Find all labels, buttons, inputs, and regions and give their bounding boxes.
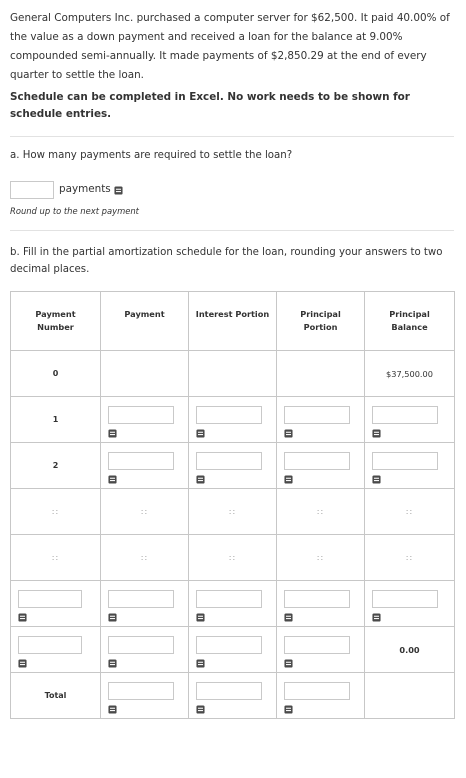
total-payment-input[interactable] xyxy=(108,682,174,700)
payment-number-input[interactable] xyxy=(18,636,82,654)
interest-input[interactable] xyxy=(196,590,262,608)
calculator-book-icon[interactable] xyxy=(18,613,27,622)
balance-input[interactable] xyxy=(372,406,438,424)
calculator-book-icon[interactable] xyxy=(284,705,293,714)
ellipsis-cell: :: xyxy=(277,489,365,535)
amortization-schedule-table xyxy=(10,291,455,719)
calculator-book-icon[interactable] xyxy=(196,659,205,668)
total-interest-cell xyxy=(189,673,277,719)
calculator-book-icon[interactable] xyxy=(284,475,293,484)
opening-balance: $37,500.00 xyxy=(365,351,455,397)
calculator-book-icon[interactable] xyxy=(284,659,293,668)
table-row xyxy=(11,581,455,627)
ellipsis-cell: :: xyxy=(101,489,189,535)
payment-cell xyxy=(101,627,189,673)
row-number-1: 1 xyxy=(11,397,101,443)
payment-cell xyxy=(101,397,189,443)
calculator-book-icon[interactable] xyxy=(196,613,205,622)
calculator-book-icon[interactable] xyxy=(196,705,205,714)
balance-cell xyxy=(365,397,455,443)
balance-cell xyxy=(365,443,455,489)
part-b-question: b. Fill in the partial amortization schedule for the loan, rounding your answers to two decimal places. xyxy=(10,247,443,275)
row-number-0: 0 xyxy=(11,351,101,397)
payments-count-input[interactable] xyxy=(10,181,54,199)
ellipsis-cell: :: xyxy=(365,535,455,581)
header-principal-balance: Principal Balance xyxy=(365,292,455,351)
row-number-2: 2 xyxy=(11,443,101,489)
interest-cell xyxy=(189,397,277,443)
table-row xyxy=(11,397,455,443)
calculator-book-icon[interactable] xyxy=(108,429,117,438)
total-interest-input[interactable] xyxy=(196,682,262,700)
divider xyxy=(10,230,454,231)
principal-input[interactable] xyxy=(284,590,350,608)
calculator-book-icon[interactable] xyxy=(372,613,381,622)
table-row xyxy=(11,535,455,581)
ellipsis-cell: :: xyxy=(11,535,101,581)
calculator-book-icon[interactable] xyxy=(108,613,117,622)
calculator-book-icon[interactable] xyxy=(372,475,381,484)
balance-input[interactable] xyxy=(372,590,438,608)
empty-cell xyxy=(189,351,277,397)
total-principal-cell xyxy=(277,673,365,719)
interest-cell xyxy=(189,627,277,673)
balance-cell xyxy=(365,581,455,627)
principal-input[interactable] xyxy=(284,636,350,654)
calculator-book-icon[interactable] xyxy=(108,659,117,668)
principal-cell xyxy=(277,443,365,489)
calculator-book-icon[interactable] xyxy=(108,705,117,714)
balance-input[interactable] xyxy=(372,452,438,470)
empty-cell xyxy=(365,673,455,719)
interest-input[interactable] xyxy=(196,452,262,470)
payment-cell xyxy=(101,443,189,489)
interest-input[interactable] xyxy=(196,406,262,424)
calculator-book-icon[interactable] xyxy=(196,429,205,438)
table-row xyxy=(11,489,455,535)
problem-note: Schedule can be completed in Excel. No work needs to be shown for schedule entries. xyxy=(10,91,410,120)
total-label: Total xyxy=(11,673,101,719)
principal-cell xyxy=(277,627,365,673)
principal-input[interactable] xyxy=(284,406,350,424)
header-row xyxy=(11,292,455,351)
calculator-book-icon[interactable] xyxy=(372,429,381,438)
total-principal-input[interactable] xyxy=(284,682,350,700)
ellipsis-cell: :: xyxy=(101,535,189,581)
interest-cell xyxy=(189,581,277,627)
ellipsis-cell: :: xyxy=(11,489,101,535)
calculator-book-icon[interactable] xyxy=(114,186,123,195)
row-number-cell xyxy=(11,581,101,627)
calculator-book-icon[interactable] xyxy=(108,475,117,484)
ellipsis-cell: :: xyxy=(365,489,455,535)
payment-input[interactable] xyxy=(108,590,174,608)
principal-cell xyxy=(277,397,365,443)
table-row xyxy=(11,351,455,397)
calculator-book-icon[interactable] xyxy=(284,613,293,622)
interest-cell xyxy=(189,443,277,489)
row-number-cell xyxy=(11,627,101,673)
part-a-question: a. How many payments are required to settle the loan? xyxy=(10,150,293,161)
total-payment-cell xyxy=(101,673,189,719)
payment-input[interactable] xyxy=(108,636,174,654)
calculator-book-icon[interactable] xyxy=(196,475,205,484)
ellipsis-cell: :: xyxy=(189,489,277,535)
calculator-book-icon[interactable] xyxy=(284,429,293,438)
header-payment: Payment xyxy=(101,292,189,351)
table-row xyxy=(11,443,455,489)
divider xyxy=(10,136,454,137)
empty-cell xyxy=(101,351,189,397)
payment-cell xyxy=(101,581,189,627)
principal-input[interactable] xyxy=(284,452,350,470)
ellipsis-cell: :: xyxy=(277,535,365,581)
header-principal-portion: Principal Portion xyxy=(277,292,365,351)
interest-input[interactable] xyxy=(196,636,262,654)
total-row xyxy=(11,673,455,719)
payment-number-input[interactable] xyxy=(18,590,82,608)
empty-cell xyxy=(277,351,365,397)
table-row xyxy=(11,627,455,673)
principal-cell xyxy=(277,581,365,627)
problem-intro: General Computers Inc. purchased a computer server for $62,500. It paid 40.00% of the value as a down payment and received a loan for the balance at 9.00% compounded semi-annually. It made payments of $2,850.29 at the end of every quarter to settle the loan. xyxy=(10,12,450,81)
closing-balance: 0.00 xyxy=(365,627,455,673)
rounding-hint: Round up to the next payment xyxy=(10,206,139,216)
payments-unit-label: payments xyxy=(59,183,111,195)
header-payment-number: Payment Number xyxy=(11,292,101,351)
calculator-book-icon[interactable] xyxy=(18,659,27,668)
payment-input[interactable] xyxy=(108,406,174,424)
ellipsis-cell: :: xyxy=(189,535,277,581)
header-interest-portion: Interest Portion xyxy=(189,292,277,351)
payment-input[interactable] xyxy=(108,452,174,470)
